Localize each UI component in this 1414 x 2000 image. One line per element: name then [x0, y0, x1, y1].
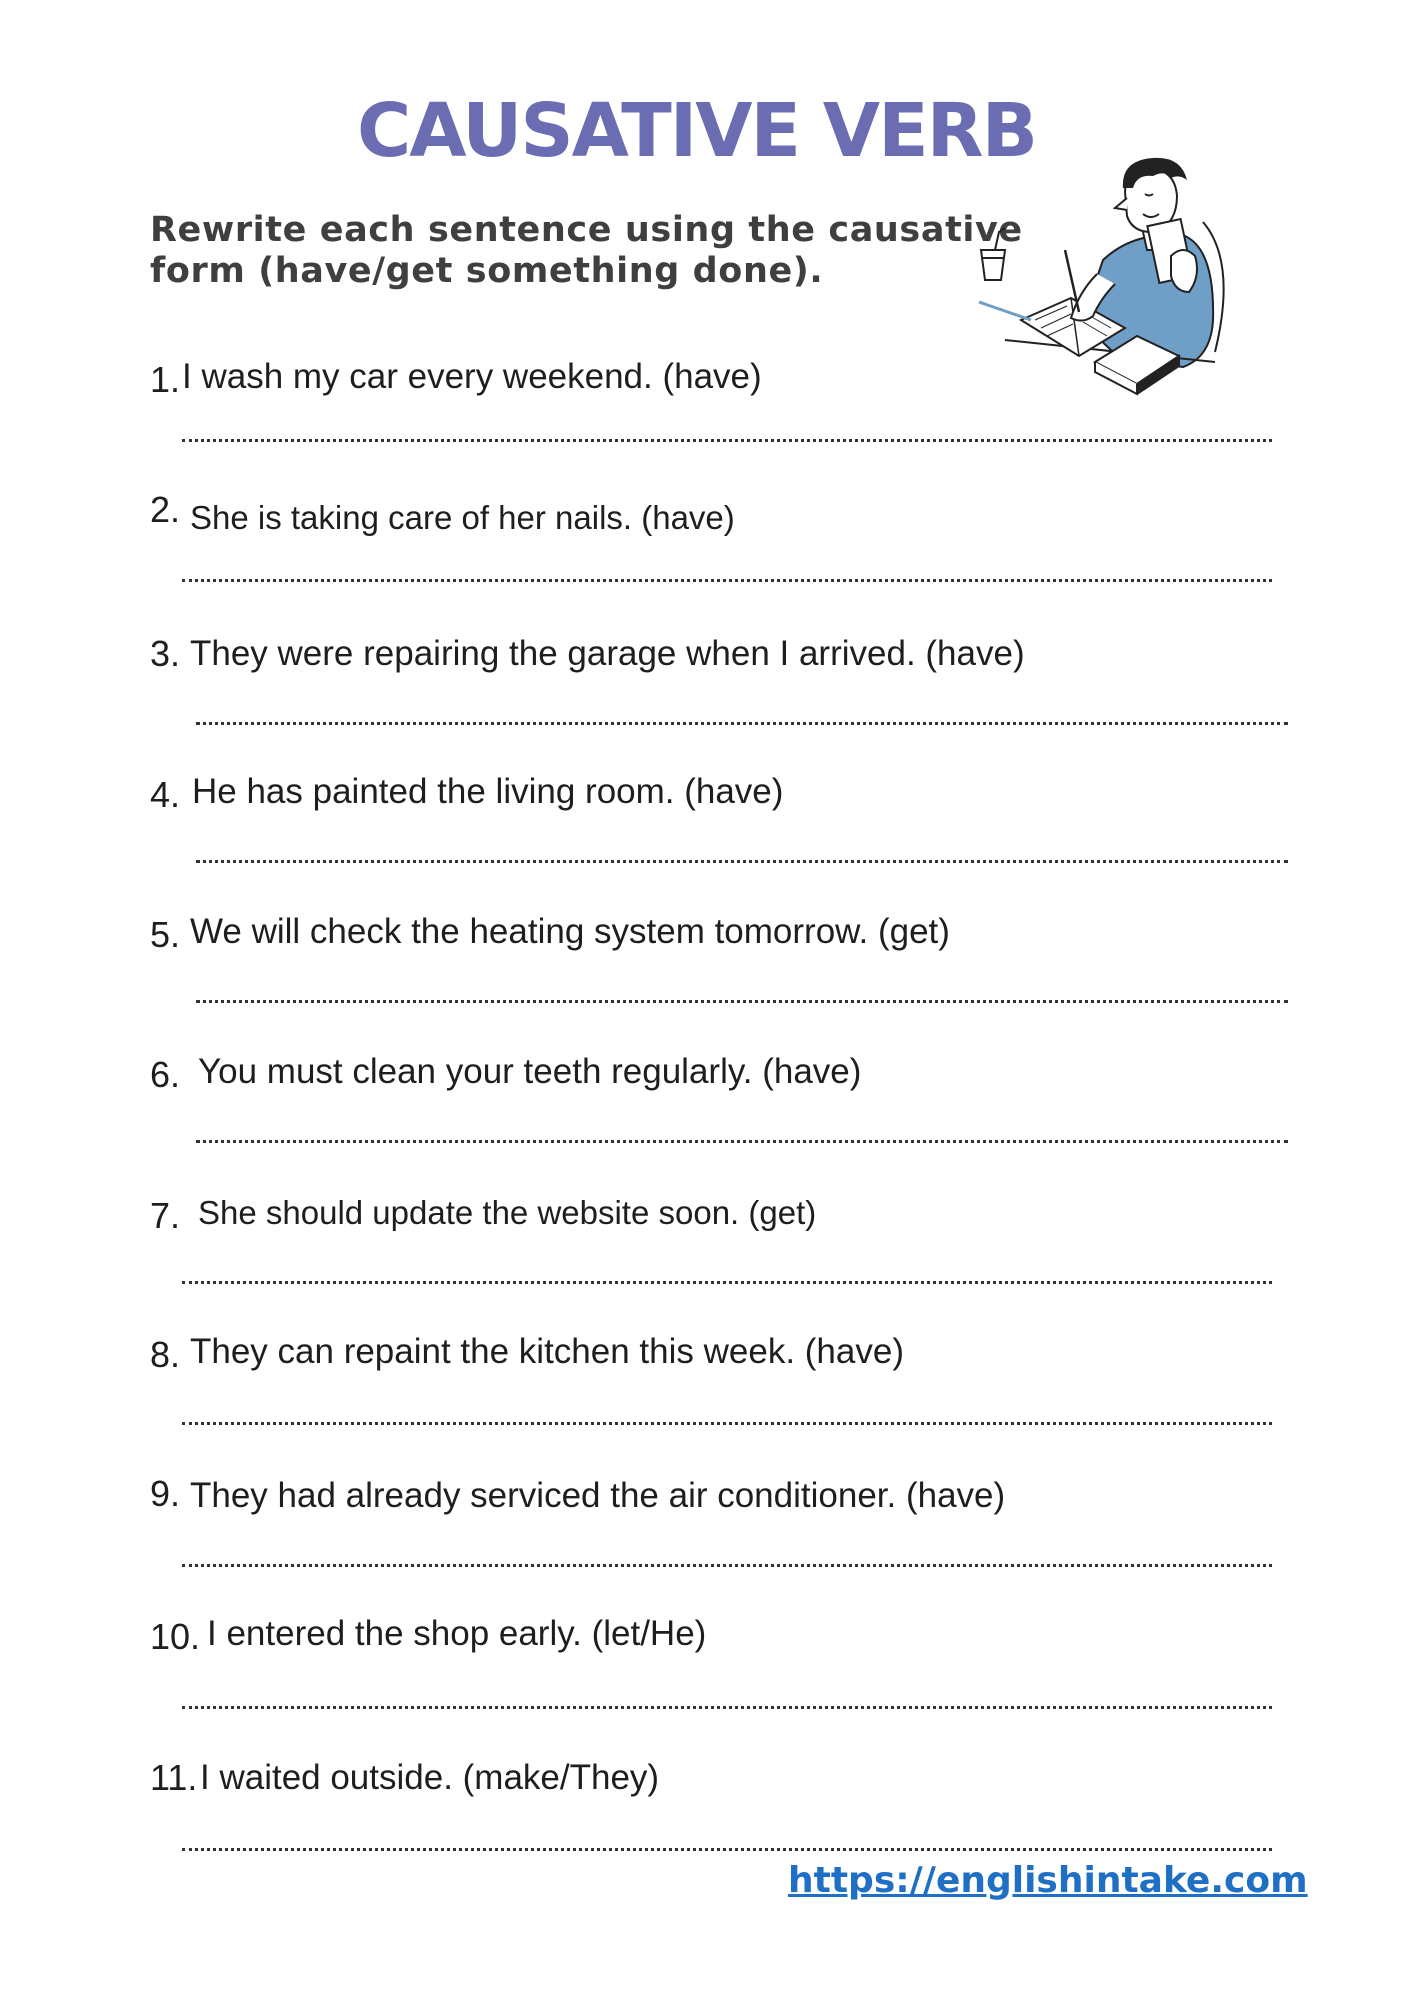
item-number: 5. — [150, 914, 181, 955]
instructions: Rewrite each sentence using the causative form (have/get something done). — [150, 210, 1023, 291]
item-sentence: They were repairing the garage when I arrived. (have) — [190, 634, 1025, 673]
exercise-item — [0, 355, 1414, 475]
page-title: CAUSATIVE VERB — [357, 88, 1037, 174]
answer-line[interactable] — [196, 860, 1288, 863]
item-number: 3. — [150, 633, 181, 674]
exercise-item — [0, 770, 1414, 890]
exercise-item — [0, 489, 1414, 612]
answer-line[interactable] — [182, 1564, 1272, 1567]
exercise-item — [0, 1050, 1414, 1170]
answer-line[interactable] — [196, 722, 1288, 725]
exercise-item — [0, 1612, 1414, 1732]
item-sentence: She is taking care of her nails. (have) — [190, 499, 735, 536]
item-number: 1. — [150, 359, 181, 400]
answer-line[interactable] — [182, 1281, 1272, 1284]
item-number: 10. — [150, 1616, 201, 1657]
item-sentence: I entered the shop early. (let/He) — [207, 1614, 707, 1653]
exercise-item — [0, 1756, 1414, 1876]
item-number: 6. — [150, 1054, 181, 1095]
item-sentence: I waited outside. (make/They) — [200, 1758, 660, 1797]
item-number: 9. — [150, 1473, 181, 1514]
item-sentence: We will check the heating system tomorrow. (get) — [190, 912, 950, 951]
item-sentence: He has painted the living room. (have) — [192, 772, 784, 811]
exercise-item — [0, 632, 1414, 752]
item-number: 8. — [150, 1334, 181, 1375]
item-sentence: They can repaint the kitchen this week. (have) — [190, 1332, 904, 1371]
item-number: 7. — [150, 1195, 181, 1236]
item-number: 4. — [150, 774, 181, 815]
answer-line[interactable] — [196, 1000, 1288, 1003]
answer-line[interactable] — [182, 439, 1272, 442]
answer-line[interactable] — [196, 1140, 1288, 1143]
website-link[interactable]: https://englishintake.com — [788, 1860, 1308, 1901]
answer-line[interactable] — [182, 1848, 1272, 1851]
answer-line[interactable] — [182, 1706, 1272, 1709]
answer-line[interactable] — [182, 579, 1272, 582]
exercise-item — [0, 910, 1414, 1030]
item-sentence: They had already serviced the air conditioner. (have) — [190, 1476, 1006, 1515]
answer-line[interactable] — [182, 1422, 1272, 1425]
item-number: 2. — [150, 489, 181, 530]
exercise-item — [0, 1330, 1414, 1450]
exercise-item — [0, 1474, 1414, 1594]
item-sentence: She should update the website soon. (get) — [198, 1194, 817, 1231]
exercise-item — [0, 1191, 1414, 1311]
item-sentence: I wash my car every weekend. (have) — [182, 357, 762, 396]
item-sentence: You must clean your teeth regularly. (have) — [198, 1052, 862, 1091]
item-number: 11. — [150, 1757, 198, 1798]
